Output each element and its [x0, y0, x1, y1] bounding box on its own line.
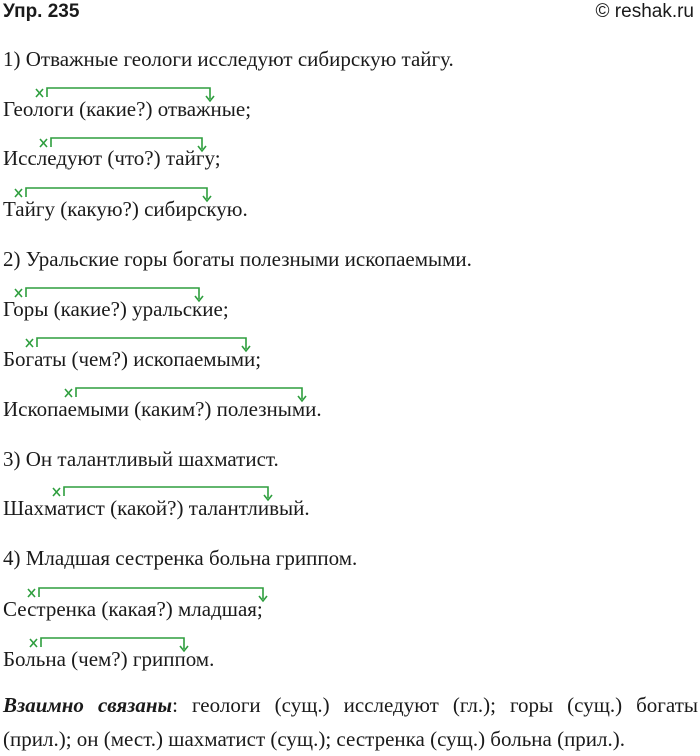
phrase-text: Ископаемыми (каким?) полезными.	[3, 397, 322, 421]
link-mark-icon	[30, 638, 188, 651]
conclusion-paragraph	[3, 688, 698, 756]
phrase-text: Исследуют (что?) тайгу;	[3, 146, 221, 170]
sentence-4: 4) Младшая сестренка больна гриппом.	[3, 546, 358, 570]
phrase-text: Горы (какие?) уральские;	[3, 297, 229, 321]
link-mark-icon	[26, 338, 250, 351]
sentence-2: 2) Уральские горы богаты полезными ископаемыми.	[3, 247, 472, 271]
phrase-text: Сестренка (какая?) младшая;	[3, 597, 263, 621]
exercise-title: Упр. 235	[3, 1, 80, 22]
phrase-text: Богаты (чем?) ископаемыми;	[3, 347, 262, 371]
conclusion-text: : геологи (сущ.) исследуют (гл.); горы (сущ.) богаты (прил.); он (мест.) шахматист (сущ.); сестренка (сущ.) больна (прил.).	[3, 693, 698, 751]
link-mark-icon	[28, 588, 267, 601]
link-mark-icon	[40, 138, 206, 151]
link-mark-icon	[15, 288, 203, 301]
link-mark-icon	[15, 188, 211, 201]
phrase-text: Шахматист (какой?) талантливый.	[3, 496, 310, 520]
conclusion-label: Взаимно связаны	[3, 693, 173, 717]
phrase-text: Больна (чем?) гриппом.	[3, 647, 215, 671]
sentence-1: 1) Отважные геологи исследуют сибирскую тайгу.	[3, 47, 454, 71]
phrase-text: Тайгу (какую?) сибирскую.	[3, 197, 248, 221]
link-mark-icon	[53, 487, 272, 500]
link-mark-icon	[65, 388, 306, 401]
copyright-label: © reshak.ru	[595, 1, 694, 22]
phrase-text: Геологи (какие?) отважные;	[3, 97, 252, 121]
sentence-3: 3) Он талантливый шахматист.	[3, 447, 279, 471]
link-mark-icon	[36, 88, 214, 101]
